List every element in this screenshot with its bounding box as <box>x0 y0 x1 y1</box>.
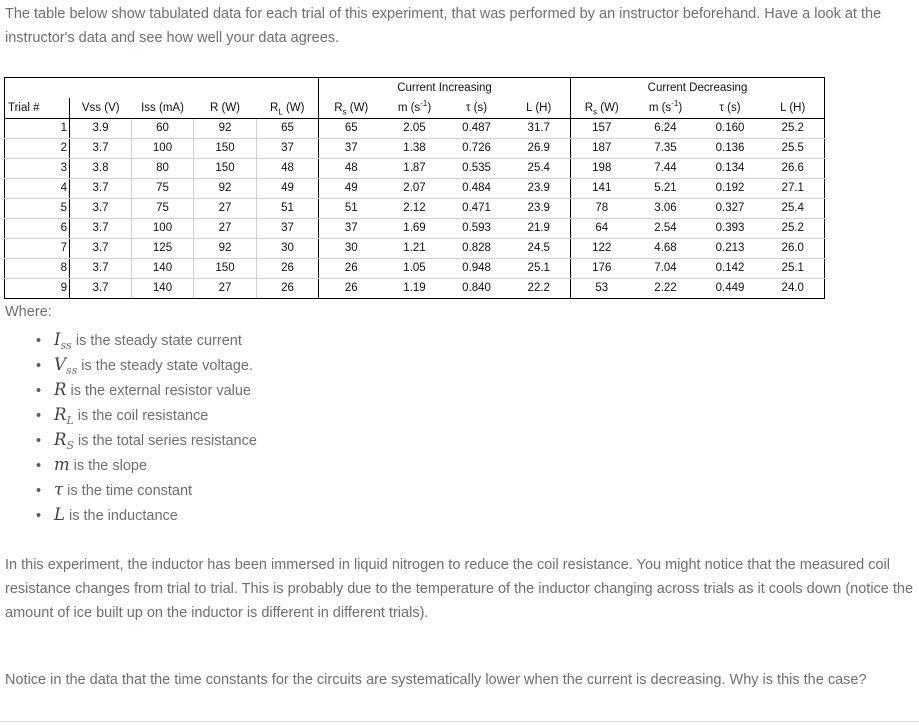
cell-m-decreasing: 5.21 <box>633 179 699 199</box>
cell-r: 92 <box>194 239 257 259</box>
cell-trial: 2 <box>5 139 70 159</box>
table-body <box>5 119 825 299</box>
definition-subscript: ss <box>60 338 72 352</box>
cell-tau-decreasing: 0.142 <box>699 259 762 279</box>
question-paragraph: Notice in the data that the time constants for the circuits are systematically lower when the current is decreasing. Why is this the case? <box>5 672 867 688</box>
table-row <box>5 279 825 299</box>
cell-iss: 125 <box>132 239 194 259</box>
bullet-icon: • <box>36 458 42 474</box>
definition-symbol: R <box>54 380 67 399</box>
definition-text: is the steady state voltage. <box>77 358 253 374</box>
cell-tau-decreasing: 0.449 <box>699 279 762 299</box>
cell-tau-increasing: 0.471 <box>446 199 508 219</box>
bullet-icon: • <box>36 358 42 374</box>
header-rs-decreasing: $R_s$ (W) <box>571 98 633 119</box>
definition-item <box>36 403 257 428</box>
cell-rs-decreasing: 64 <box>571 219 633 239</box>
cell-m-increasing: 2.05 <box>384 119 446 139</box>
definition-symbol: L <box>54 505 65 524</box>
cell-rs-increasing: 26 <box>319 279 384 299</box>
header-iss: Iss (mA) <box>132 98 194 119</box>
definition-symbol: I <box>54 330 61 349</box>
header-m-increasing: m $(s^{-1})$ <box>384 98 446 119</box>
cell-m-increasing: 1.38 <box>384 139 446 159</box>
bullet-icon: • <box>36 508 42 524</box>
cell-rs-decreasing: 53 <box>571 279 633 299</box>
table-row <box>5 139 825 159</box>
cell-r: 27 <box>194 279 257 299</box>
cell-l-decreasing: 26.6 <box>762 159 825 179</box>
cell-l-decreasing: 24.0 <box>762 279 825 299</box>
cell-trial: 7 <box>5 239 70 259</box>
cell-l-increasing: 21.9 <box>508 219 571 239</box>
cell-rl: 65 <box>257 119 319 139</box>
cell-iss: 140 <box>132 279 194 299</box>
definition-subscript: L <box>66 413 74 427</box>
cell-tau-decreasing: 0.160 <box>699 119 762 139</box>
cell-l-increasing: 25.4 <box>508 159 571 179</box>
cell-iss: 75 <box>132 179 194 199</box>
bottom-divider <box>0 721 919 722</box>
cell-r: 150 <box>194 159 257 179</box>
cell-m-increasing: 1.19 <box>384 279 446 299</box>
cell-rl: 30 <box>257 239 319 259</box>
cell-tau-decreasing: 0.213 <box>699 239 762 259</box>
cell-iss: 75 <box>132 199 194 219</box>
definition-text: is the coil resistance <box>73 408 209 424</box>
cell-iss: 100 <box>132 139 194 159</box>
definition-text: is the steady state current <box>71 333 242 349</box>
cell-r: 27 <box>194 219 257 239</box>
header-vss: Vss (V) <box>70 98 132 119</box>
cell-tau-increasing: 0.487 <box>446 119 508 139</box>
cell-m-increasing: 1.05 <box>384 259 446 279</box>
cell-l-increasing: 26.9 <box>508 139 571 159</box>
cell-r: 150 <box>194 139 257 159</box>
cell-l-decreasing: 25.2 <box>762 219 825 239</box>
cell-l-decreasing: 25.5 <box>762 139 825 159</box>
cell-tau-decreasing: 0.192 <box>699 179 762 199</box>
cell-trial: 4 <box>5 179 70 199</box>
cell-rl: 49 <box>257 179 319 199</box>
cell-rs-increasing: 26 <box>319 259 384 279</box>
cell-rs-increasing: 49 <box>319 179 384 199</box>
cell-iss: 100 <box>132 219 194 239</box>
cell-l-decreasing: 26.0 <box>762 239 825 259</box>
cell-rs-decreasing: 122 <box>571 239 633 259</box>
cell-l-decreasing: 25.2 <box>762 119 825 139</box>
cell-vss: 3.7 <box>70 279 132 299</box>
definition-subscript: ss <box>65 363 78 377</box>
cell-l-increasing: 24.5 <box>508 239 571 259</box>
cell-rs-decreasing: 141 <box>571 179 633 199</box>
definition-subscript: S <box>66 438 74 452</box>
cell-vss: 3.7 <box>70 239 132 259</box>
cell-rl: 26 <box>257 259 319 279</box>
cell-r: 92 <box>194 179 257 199</box>
cell-rl: 48 <box>257 159 319 179</box>
cell-rs-decreasing: 176 <box>571 259 633 279</box>
cell-rs-decreasing: 78 <box>571 199 633 219</box>
cell-vss: 3.7 <box>70 199 132 219</box>
header-l-decreasing: L (H) <box>762 98 825 119</box>
cell-m-decreasing: 7.44 <box>633 159 699 179</box>
header-trial: Trial # <box>5 98 70 119</box>
header-m-decreasing: m $(s^{-1})$ <box>633 98 699 119</box>
definition-symbol: m <box>54 455 70 474</box>
cell-trial: 9 <box>5 279 70 299</box>
cell-trial: 5 <box>5 199 70 219</box>
cell-rl: 37 <box>257 139 319 159</box>
header-rs-increasing: $R_s$ (W) <box>319 98 384 119</box>
definition-text: is the time constant <box>63 483 193 499</box>
definition-item <box>36 328 257 353</box>
cell-l-increasing: 31.7 <box>508 119 571 139</box>
cell-m-decreasing: 3.06 <box>633 199 699 219</box>
bullet-icon: • <box>36 383 42 399</box>
table-row <box>5 259 825 279</box>
cell-r: 150 <box>194 259 257 279</box>
cell-trial: 3 <box>5 159 70 179</box>
cell-rs-increasing: 51 <box>319 199 384 219</box>
cell-vss: 3.9 <box>70 119 132 139</box>
table-row <box>5 179 825 199</box>
cell-tau-increasing: 0.948 <box>446 259 508 279</box>
cell-rs-increasing: 37 <box>319 139 384 159</box>
cell-tau-increasing: 0.484 <box>446 179 508 199</box>
column-header-row <box>5 98 825 119</box>
bullet-icon: • <box>36 483 42 499</box>
table-row <box>5 159 825 179</box>
table-row <box>5 219 825 239</box>
bullet-icon: • <box>36 408 42 424</box>
cell-tau-increasing: 0.593 <box>446 219 508 239</box>
cell-trial: 1 <box>5 119 70 139</box>
header-rl: $R_L$ (W) <box>257 98 319 119</box>
cell-m-increasing: 1.69 <box>384 219 446 239</box>
where-label: Where: <box>5 304 52 320</box>
bullet-icon: • <box>36 433 42 449</box>
cell-m-decreasing: 7.04 <box>633 259 699 279</box>
cell-m-increasing: 1.21 <box>384 239 446 259</box>
table-row <box>5 239 825 259</box>
cell-l-decreasing: 27.1 <box>762 179 825 199</box>
definition-symbol: R <box>54 405 67 424</box>
group-current-decreasing: Current Decreasing <box>571 78 825 99</box>
table-row <box>5 199 825 219</box>
cell-rl: 26 <box>257 279 319 299</box>
cell-tau-increasing: 0.828 <box>446 239 508 259</box>
cell-rs-increasing: 37 <box>319 219 384 239</box>
cell-tau-increasing: 0.726 <box>446 139 508 159</box>
cell-rs-decreasing: 157 <box>571 119 633 139</box>
definition-text: is the slope <box>69 458 148 474</box>
cell-vss: 3.7 <box>70 219 132 239</box>
cell-m-decreasing: 2.54 <box>633 219 699 239</box>
cell-vss: 3.8 <box>70 159 132 179</box>
nitrogen-paragraph: In this experiment, the inductor has been immersed in liquid nitrogen to reduce the coil resistance. You might notice that the measured coil resistance changes from trial to trial. This is probably due to the temperature of the inductor changing across trials as it cools down (notice the amount of ice built up on the inductor is different in different trials). <box>5 557 914 621</box>
definition-item <box>36 478 257 503</box>
cell-iss: 140 <box>132 259 194 279</box>
cell-rs-increasing: 48 <box>319 159 384 179</box>
cell-rl: 37 <box>257 219 319 239</box>
definition-text: is the inductance <box>64 508 178 524</box>
cell-rl: 51 <box>257 199 319 219</box>
cell-m-increasing: 1.87 <box>384 159 446 179</box>
cell-rs-increasing: 65 <box>319 119 384 139</box>
header-tau-decreasing: τ (s) <box>699 98 762 119</box>
definition-text: is the total series resistance <box>73 433 257 449</box>
cell-l-increasing: 23.9 <box>508 179 571 199</box>
cell-l-decreasing: 25.4 <box>762 199 825 219</box>
cell-trial: 6 <box>5 219 70 239</box>
intro-paragraph: The table below show tabulated data for each trial of this experiment, that was performed by an instructor beforehand. Have a look at the instructor's data and see how well your data agrees. <box>5 6 882 46</box>
data-table <box>4 77 825 299</box>
cell-iss: 60 <box>132 119 194 139</box>
cell-m-increasing: 2.07 <box>384 179 446 199</box>
cell-vss: 3.7 <box>70 179 132 199</box>
cell-l-increasing: 25.1 <box>508 259 571 279</box>
cell-l-increasing: 23.9 <box>508 199 571 219</box>
table-row <box>5 119 825 139</box>
cell-trial: 8 <box>5 259 70 279</box>
definition-item <box>36 353 257 378</box>
cell-l-increasing: 22.2 <box>508 279 571 299</box>
cell-iss: 80 <box>132 159 194 179</box>
cell-rs-decreasing: 187 <box>571 139 633 159</box>
definition-text: is the external resistor value <box>66 383 251 399</box>
header-tau-increasing: τ (s) <box>446 98 508 119</box>
cell-m-decreasing: 2.22 <box>633 279 699 299</box>
definition-list <box>36 328 257 528</box>
definition-symbol: R <box>54 430 67 449</box>
group-current-increasing: Current Increasing <box>319 78 571 99</box>
definition-item <box>36 453 257 478</box>
definition-item <box>36 428 257 453</box>
header-l-increasing: L (H) <box>508 98 571 119</box>
group-header-row <box>5 78 825 99</box>
cell-tau-increasing: 0.535 <box>446 159 508 179</box>
header-r: R (W) <box>194 98 257 119</box>
cell-rs-increasing: 30 <box>319 239 384 259</box>
cell-rs-decreasing: 198 <box>571 159 633 179</box>
definition-item <box>36 503 257 528</box>
definition-symbol: V <box>54 355 66 374</box>
cell-vss: 3.7 <box>70 259 132 279</box>
cell-m-decreasing: 4.68 <box>633 239 699 259</box>
cell-m-increasing: 2.12 <box>384 199 446 219</box>
cell-tau-decreasing: 0.134 <box>699 159 762 179</box>
definition-item <box>36 378 257 403</box>
definition-symbol: τ <box>54 480 64 499</box>
cell-tau-decreasing: 0.327 <box>699 199 762 219</box>
cell-vss: 3.7 <box>70 139 132 159</box>
cell-r: 27 <box>194 199 257 219</box>
cell-m-decreasing: 6.24 <box>633 119 699 139</box>
cell-tau-decreasing: 0.136 <box>699 139 762 159</box>
cell-m-decreasing: 7.35 <box>633 139 699 159</box>
bullet-icon: • <box>36 333 42 349</box>
cell-l-decreasing: 25.1 <box>762 259 825 279</box>
cell-tau-increasing: 0.840 <box>446 279 508 299</box>
cell-tau-decreasing: 0.393 <box>699 219 762 239</box>
cell-r: 92 <box>194 119 257 139</box>
